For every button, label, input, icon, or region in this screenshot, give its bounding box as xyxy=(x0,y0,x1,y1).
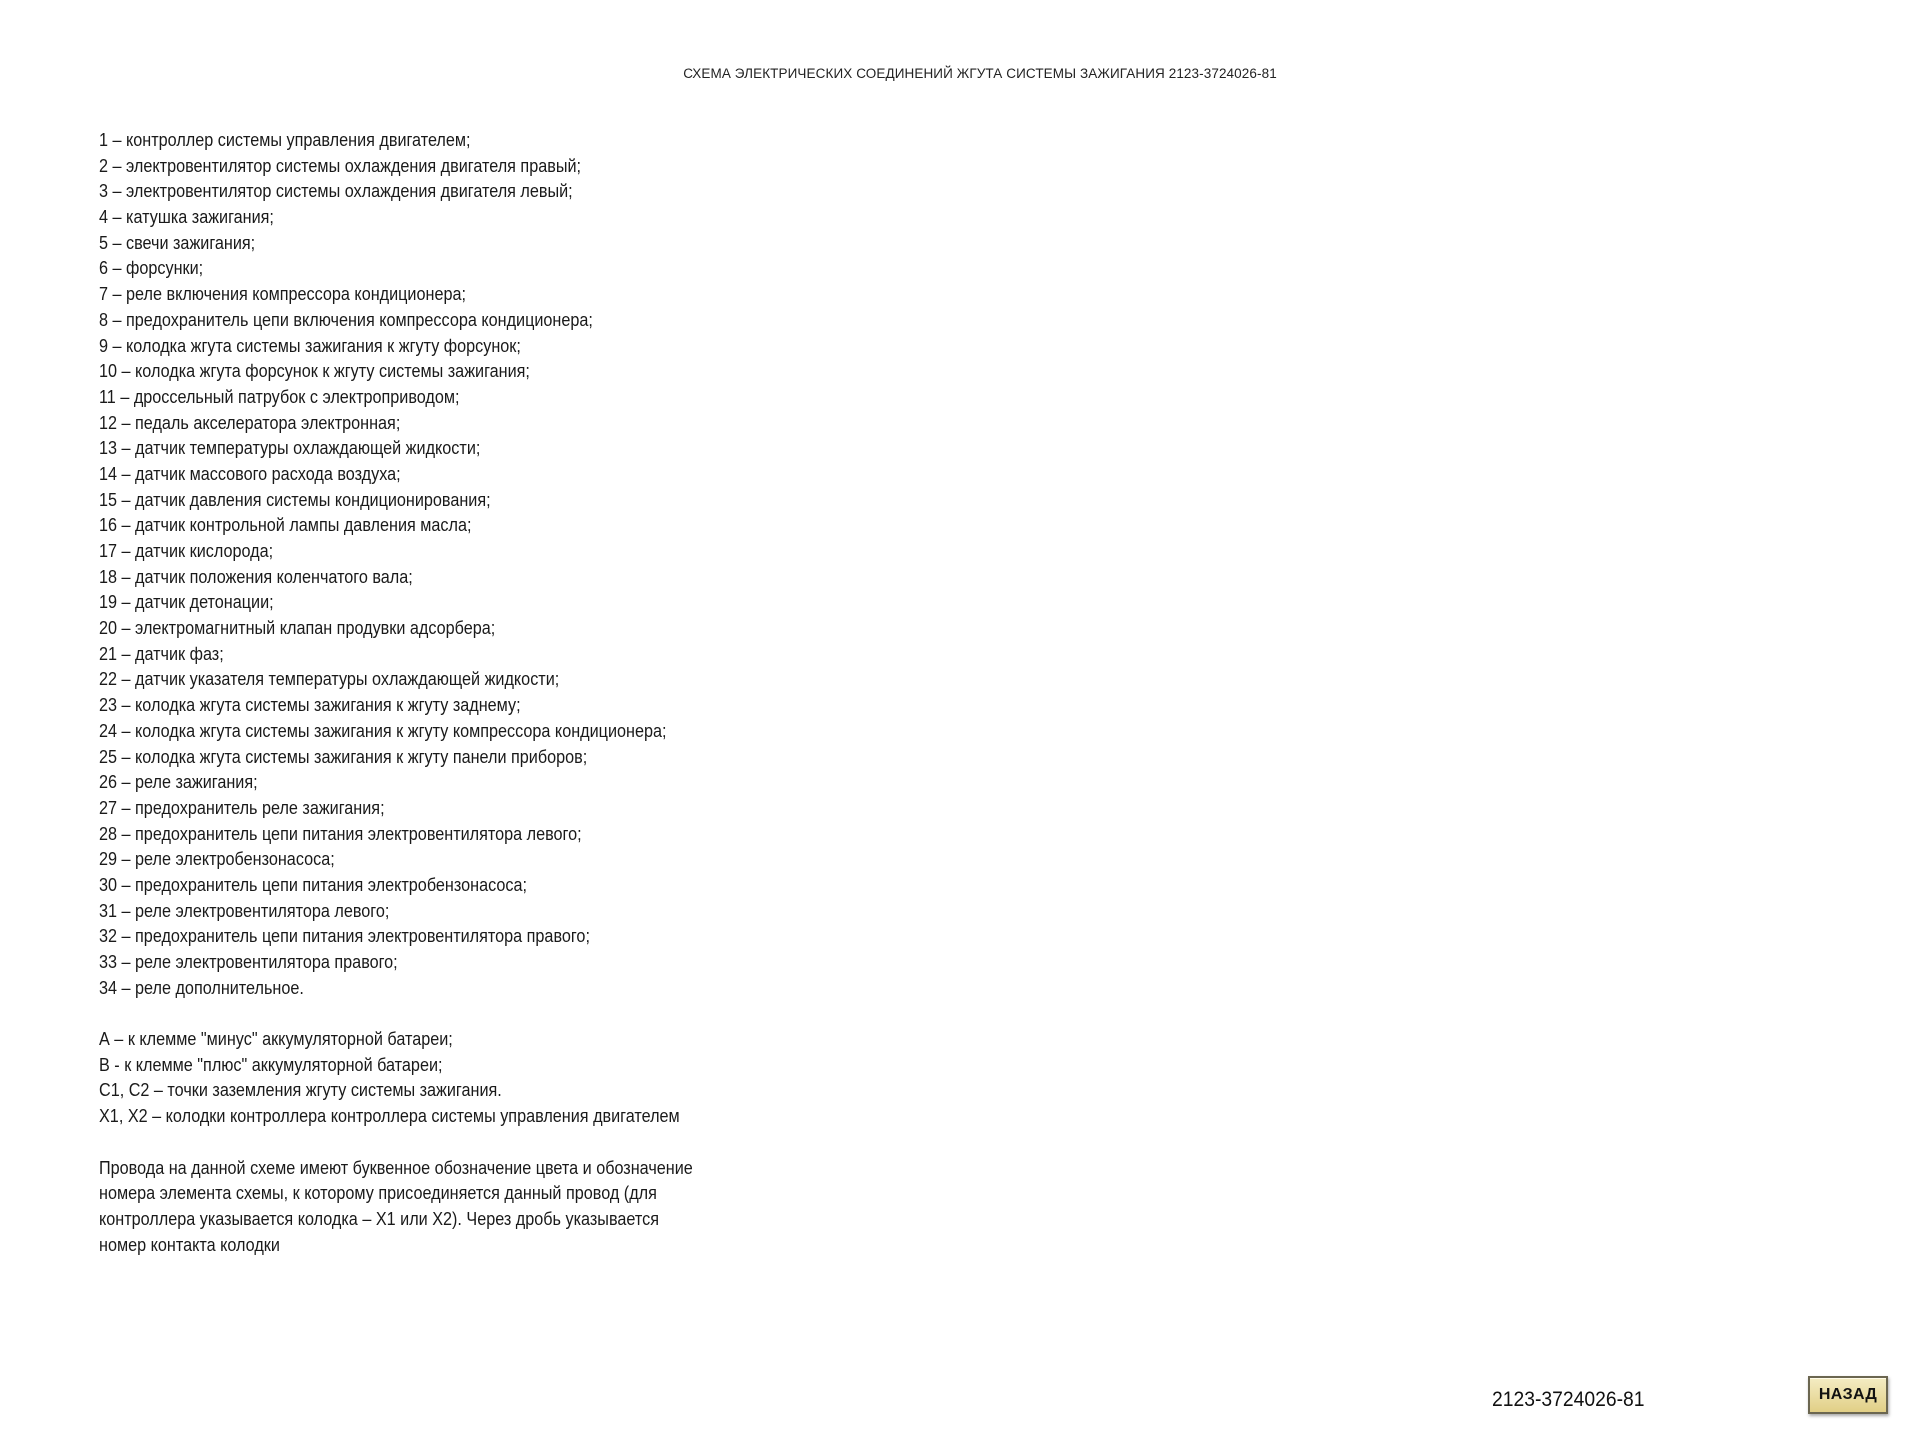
connection-item: X1, X2 – колодки контроллера контроллера системы управления двигателем xyxy=(99,1106,680,1127)
note-line: Провода на данной схеме имеют буквенное обозначение цвета и обозначение xyxy=(99,1157,693,1178)
legend-item: 2 – электровентилятор системы охлаждения двигателя правый; xyxy=(99,155,582,176)
legend-item: 19 – датчик детонации; xyxy=(99,592,274,613)
legend-item: 4 – катушка зажигания; xyxy=(99,207,274,228)
spacer xyxy=(99,1130,783,1156)
legend-item: 31 – реле электровентилятора левого; xyxy=(99,900,390,921)
legend-item: 24 – колодка жгута системы зажигания к жгуту компрессора кондиционера; xyxy=(99,720,667,741)
legend-item: 25 – колодка жгута системы зажигания к жгуту панели приборов; xyxy=(99,746,588,767)
legend-item: 28 – предохранитель цепи питания электровентилятора левого; xyxy=(99,823,582,844)
legend-item: 10 – колодка жгута форсунок к жгуту системы зажигания; xyxy=(99,361,530,382)
legend-item: 33 – реле электровентилятора правого; xyxy=(99,952,398,972)
legend-item: 27 – предохранитель реле зажигания; xyxy=(99,797,385,818)
note-line: контроллера указывается колодка – X1 или X2). Через дробь указывается xyxy=(99,1208,659,1229)
connection-item: В - к клемме "плюс" аккумуляторной батареи; xyxy=(99,1054,443,1075)
connection-item: С1, С2 – точки заземления жгуту системы зажигания. xyxy=(99,1080,502,1101)
legend xyxy=(99,128,783,1258)
legend-item: 6 – форсунки; xyxy=(99,258,204,279)
legend-item: 22 – датчик указателя температуры охлаждающей жидкости; xyxy=(99,669,560,690)
connection-points xyxy=(99,1027,783,1130)
page-title: СХЕМА ЭЛЕКТРИЧЕСКИХ СОЕДИНЕНИЙ ЖГУТА СИСТЕМЫ ЗАЖИГАНИЯ 2123-3724026-81 xyxy=(683,66,1277,81)
legend-item: 5 – свечи зажигания; xyxy=(99,232,256,253)
legend-item: 18 – датчик положения коленчатого вала; xyxy=(99,566,413,587)
legend-item: 16 – датчик контрольной лампы давления масла; xyxy=(99,515,472,536)
legend-item: 29 – реле электробензонасоса; xyxy=(99,849,335,870)
legend-item: 17 – датчик кислорода; xyxy=(99,541,274,561)
legend-items xyxy=(99,128,783,1001)
legend-item: 7 – реле включения компрессора кондиционера; xyxy=(99,284,466,305)
connection-item: А – к клемме "минус" аккумуляторной батареи; xyxy=(99,1029,453,1050)
legend-item: 9 – колодка жгута системы зажигания к жгуту форсунок; xyxy=(99,335,521,356)
legend-item: 8 – предохранитель цепи включения компрессора кондиционера; xyxy=(99,309,593,330)
note-line: номер контакта колодки xyxy=(99,1234,280,1255)
legend-item: 11 – дроссельный патрубок с электроприводом; xyxy=(99,386,460,407)
legend-item: 12 – педаль акселератора электронная; xyxy=(99,412,401,433)
legend-item: 3 – электровентилятор системы охлаждения двигателя левый; xyxy=(99,181,573,202)
legend-item: 23 – колодка жгута системы зажигания к жгуту заднему; xyxy=(99,695,521,716)
legend-item: 30 – предохранитель цепи питания электробензонасоса; xyxy=(99,874,527,895)
legend-item: 20 – электромагнитный клапан продувки адсорбера; xyxy=(99,618,496,639)
legend-item: 13 – датчик температуры охлаждающей жидкости; xyxy=(99,438,481,459)
legend-item: 21 – датчик фаз; xyxy=(99,643,224,664)
document-number: 2123-3724026-81 xyxy=(1492,1388,1645,1411)
spacer xyxy=(99,1001,783,1027)
legend-item: 32 – предохранитель цепи питания электровентилятора правого; xyxy=(99,926,590,947)
legend-item: 15 – датчик давления системы кондиционирования; xyxy=(99,489,491,510)
legend-item: 26 – реле зажигания; xyxy=(99,772,258,793)
legend-item: 1 – контроллер системы управления двигателем; xyxy=(99,130,471,150)
wire-notation-note xyxy=(99,1156,783,1259)
legend-item: 34 – реле дополнительное. xyxy=(99,977,304,998)
note-line: номера элемента схемы, к которому присоединяется данный провод (для xyxy=(99,1183,657,1204)
back-button[interactable]: НАЗАД xyxy=(1808,1376,1888,1414)
legend-item: 14 – датчик массового расхода воздуха; xyxy=(99,463,401,484)
